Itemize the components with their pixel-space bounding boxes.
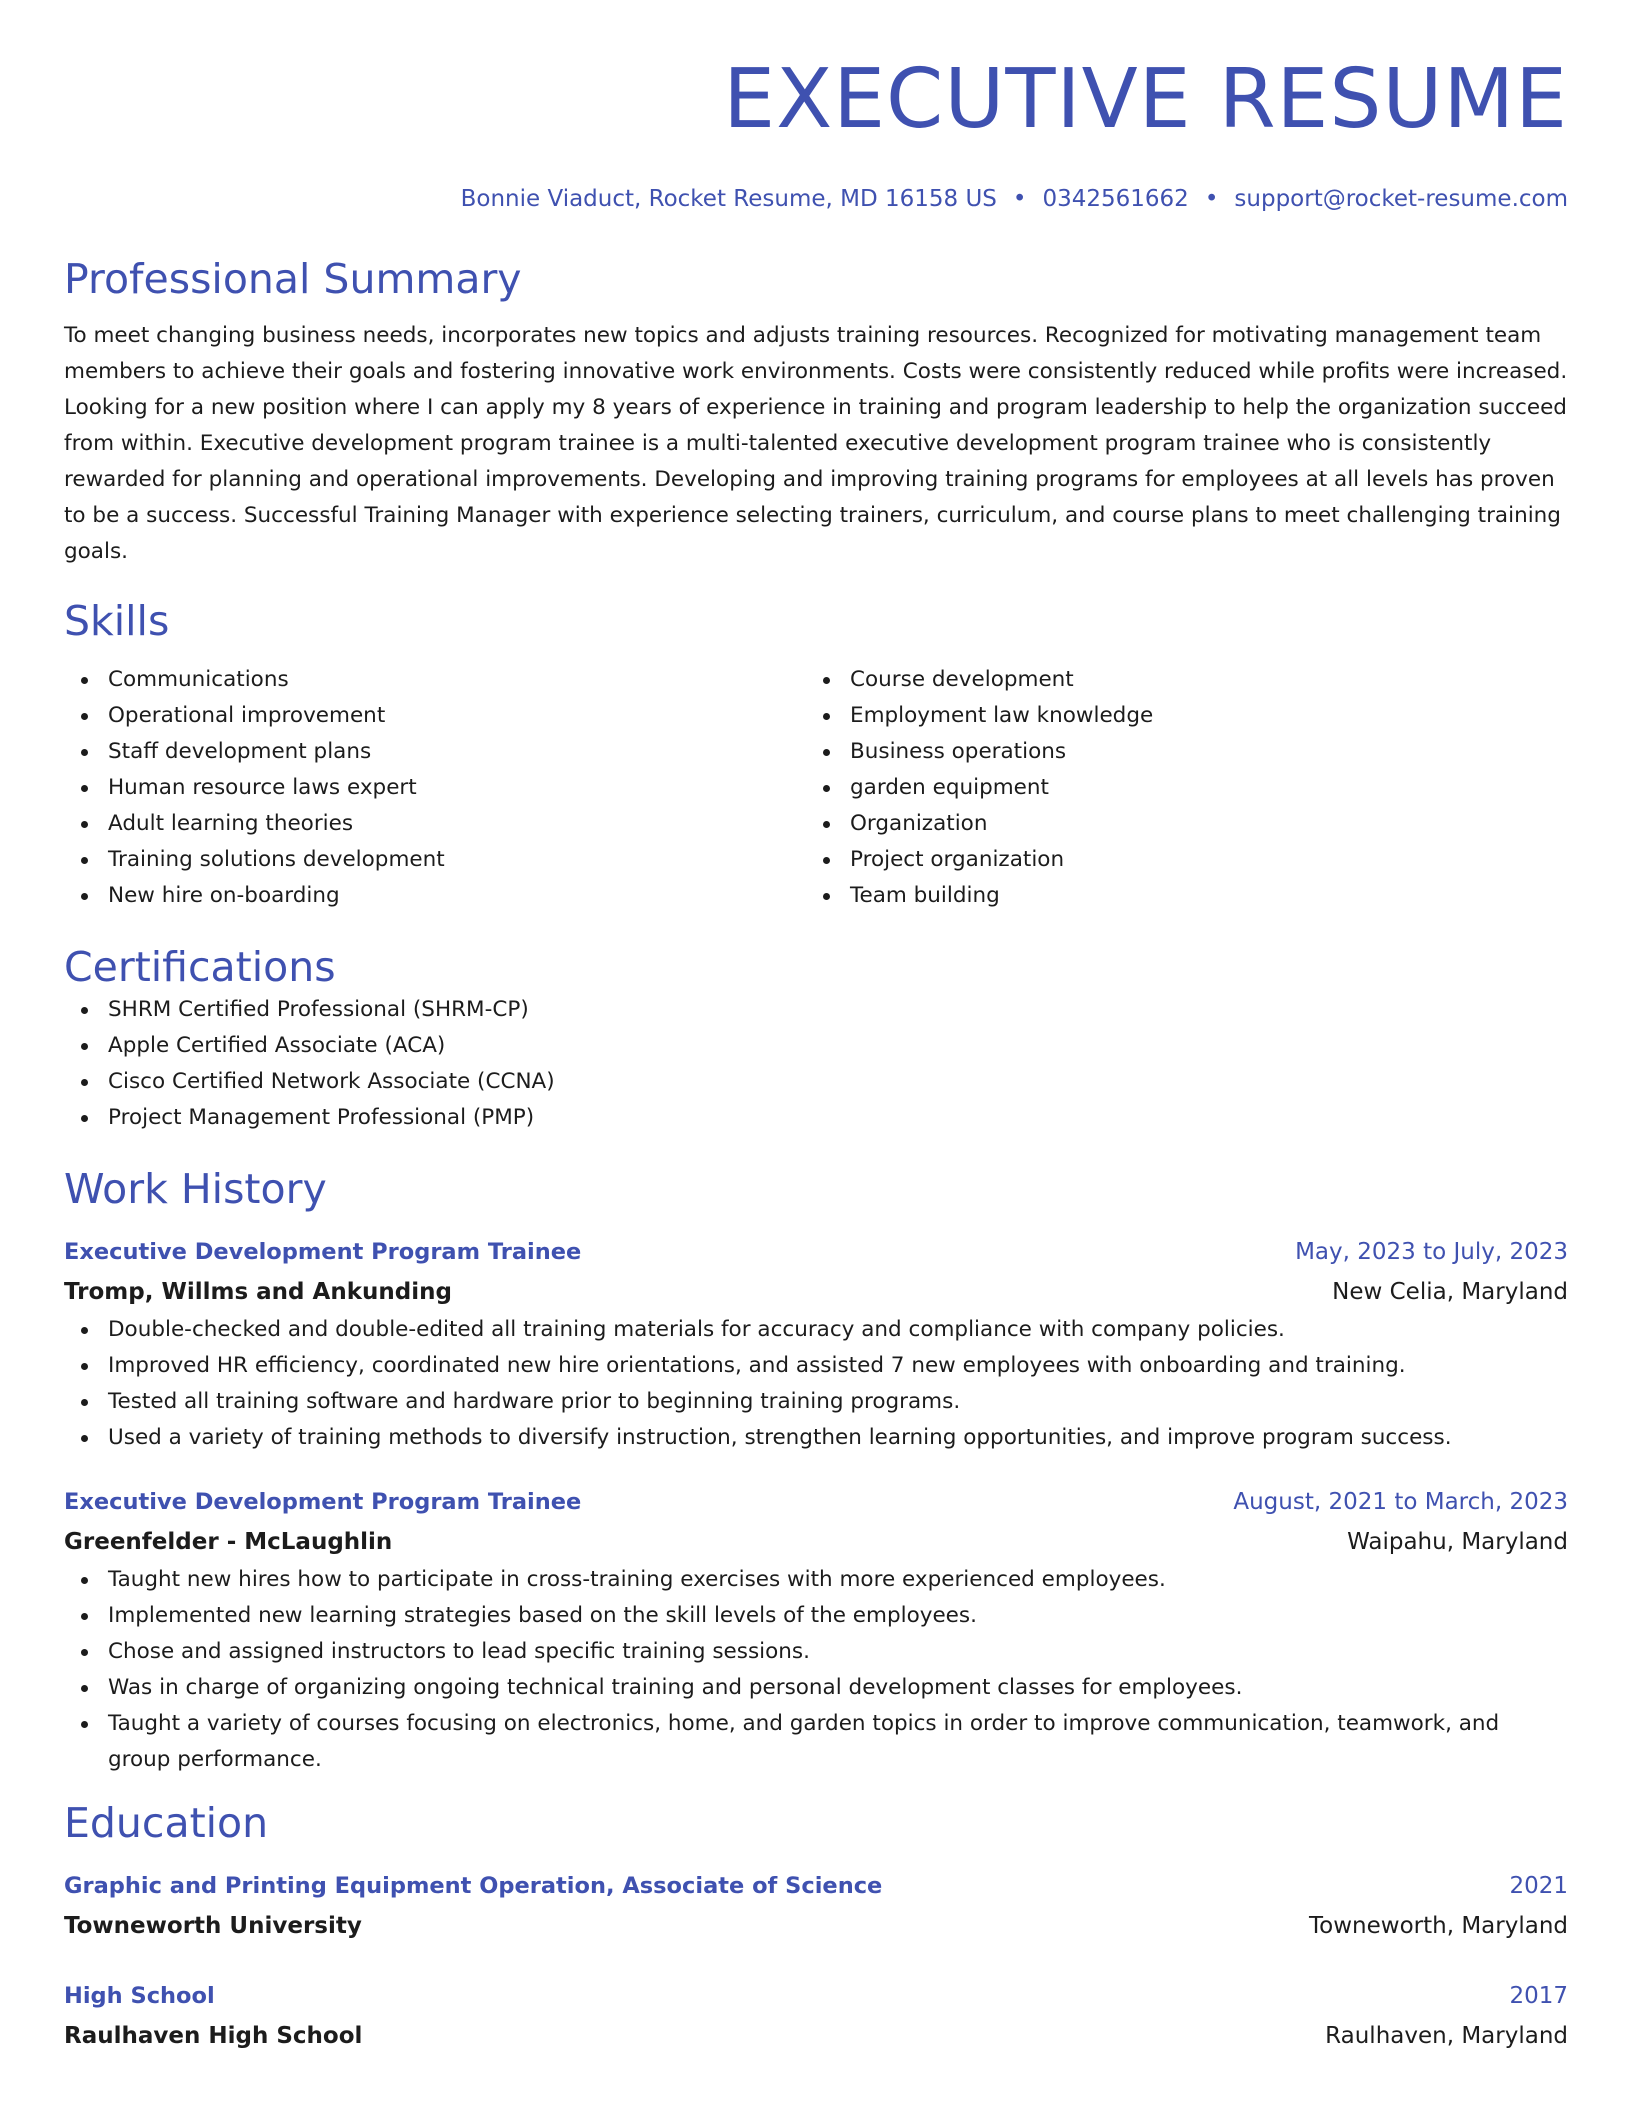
job-duty: Taught a variety of courses focusing on electronics, home, and garden topics in order to improve communication, teamwork, and group performance. bbox=[64, 1706, 1568, 1778]
resume-title: EXECUTIVE RESUME bbox=[723, 52, 1568, 147]
skill-item: Human resource laws expert bbox=[64, 770, 806, 806]
job-location: Waipahu, Maryland bbox=[1347, 1529, 1568, 1555]
job-duties-list bbox=[64, 1312, 1568, 1456]
contact-separator: • bbox=[1204, 186, 1219, 212]
summary-text: To meet changing business needs, incorporates new topics and adjusts training resources. Recognized for motivating management team members to achieve their goals and fostering innovative work environments. Costs were consistently reduced while profits were increased. Looking for a new position where I can apply my 8 years of experience in training and program leadership to help the organization succeed from within. Executive development program trainee is a multi-talented executive development program trainee who is consistently rewarded for planning and operational improvements. Developing and improving training programs for employees at all levels has proven to be a success. Successful Training Manager with experience selecting trainers, curriculum, and course plans to meet challenging training goals. bbox=[64, 323, 1568, 564]
skill-item: Training solutions development bbox=[64, 842, 806, 878]
certifications-section bbox=[64, 942, 1568, 1136]
skill-item: garden equipment bbox=[806, 770, 1548, 806]
work-history-heading: Work History bbox=[64, 1165, 327, 1213]
job-company: Tromp, Willms and Ankunding bbox=[64, 1279, 452, 1305]
education-school: Towneworth University bbox=[64, 1913, 362, 1939]
job-header-row bbox=[64, 1232, 1568, 1272]
job-entry bbox=[64, 1482, 1568, 1778]
skills-list-left bbox=[64, 662, 806, 914]
skills-grid bbox=[64, 662, 1568, 914]
skill-item: Course development bbox=[806, 662, 1548, 698]
contact-line bbox=[64, 184, 1568, 214]
summary-heading: Professional Summary bbox=[64, 255, 522, 303]
job-dates: August, 2021 to March, 2023 bbox=[1233, 1489, 1568, 1515]
skill-item: Business operations bbox=[806, 734, 1548, 770]
job-duty: Tested all training software and hardware prior to beginning training programs. bbox=[64, 1384, 1568, 1420]
skill-item: Operational improvement bbox=[64, 698, 806, 734]
job-duties-list bbox=[64, 1562, 1568, 1778]
skill-item: Communications bbox=[64, 662, 806, 698]
education-entry bbox=[64, 1976, 1568, 2056]
contact-separator: • bbox=[1012, 186, 1027, 212]
education-school-row bbox=[64, 2016, 1568, 2056]
summary-section bbox=[64, 254, 1568, 570]
job-company: Greenfelder - McLaughlin bbox=[64, 1529, 393, 1555]
skill-item: New hire on-boarding bbox=[64, 878, 806, 914]
education-year: 2021 bbox=[1509, 1873, 1568, 1899]
education-location: Towneworth, Maryland bbox=[1309, 1913, 1568, 1939]
work-history-section bbox=[64, 1164, 1568, 1778]
skills-section bbox=[64, 596, 1568, 914]
certification-item: Project Management Professional (PMP) bbox=[64, 1100, 1568, 1136]
skill-item: Project organization bbox=[806, 842, 1548, 878]
skills-heading: Skills bbox=[64, 597, 170, 645]
education-header-row bbox=[64, 1866, 1568, 1906]
job-title: Executive Development Program Trainee bbox=[64, 1239, 582, 1265]
education-entry bbox=[64, 1866, 1568, 1946]
skills-column-left bbox=[64, 662, 806, 914]
certifications-list bbox=[64, 992, 1568, 1136]
job-duty: Improved HR efficiency, coordinated new hire orientations, and assisted 7 new employees with onboarding and training. bbox=[64, 1348, 1568, 1384]
job-company-row bbox=[64, 1522, 1568, 1562]
job-duty: Chose and assigned instructors to lead specific training sessions. bbox=[64, 1634, 1568, 1670]
education-school-row bbox=[64, 1906, 1568, 1946]
education-location: Raulhaven, Maryland bbox=[1325, 2023, 1568, 2049]
job-duty: Implemented new learning strategies based on the skill levels of the employees. bbox=[64, 1598, 1568, 1634]
contact-address: Bonnie Viaduct, Rocket Resume, MD 16158 US bbox=[460, 186, 997, 212]
job-title: Executive Development Program Trainee bbox=[64, 1489, 582, 1515]
contact-email: support@rocket-resume.com bbox=[1234, 186, 1568, 212]
job-company-row bbox=[64, 1272, 1568, 1312]
resume-header bbox=[64, 52, 1568, 214]
job-header-row bbox=[64, 1482, 1568, 1522]
skills-list-right bbox=[806, 662, 1548, 914]
certification-item: SHRM Certified Professional (SHRM-CP) bbox=[64, 992, 1568, 1028]
job-location: New Celia, Maryland bbox=[1332, 1279, 1568, 1305]
job-entry bbox=[64, 1232, 1568, 1456]
education-year: 2017 bbox=[1509, 1983, 1568, 2009]
education-degree: Graphic and Printing Equipment Operation, Associate of Science bbox=[64, 1873, 883, 1899]
contact-phone: 0342561662 bbox=[1042, 186, 1189, 212]
skill-item: Team building bbox=[806, 878, 1548, 914]
education-school: Raulhaven High School bbox=[64, 2023, 363, 2049]
education-heading: Education bbox=[64, 1799, 269, 1847]
skill-item: Adult learning theories bbox=[64, 806, 806, 842]
skill-item: Employment law knowledge bbox=[806, 698, 1548, 734]
certification-item: Apple Certified Associate (ACA) bbox=[64, 1028, 1568, 1064]
job-duty: Was in charge of organizing ongoing technical training and personal development classes for employees. bbox=[64, 1670, 1568, 1706]
job-duty: Double-checked and double-edited all training materials for accuracy and compliance with company policies. bbox=[64, 1312, 1568, 1348]
education-section bbox=[64, 1798, 1568, 2056]
education-header-row bbox=[64, 1976, 1568, 2016]
skill-item: Staff development plans bbox=[64, 734, 806, 770]
skill-item: Organization bbox=[806, 806, 1548, 842]
job-duty: Used a variety of training methods to diversify instruction, strengthen learning opportunities, and improve program success. bbox=[64, 1420, 1568, 1456]
skills-column-right bbox=[806, 662, 1548, 914]
certification-item: Cisco Certified Network Associate (CCNA) bbox=[64, 1064, 1568, 1100]
education-degree: High School bbox=[64, 1983, 215, 2009]
certifications-heading: Certifications bbox=[64, 943, 336, 991]
job-duty: Taught new hires how to participate in cross-training exercises with more experienced employees. bbox=[64, 1562, 1568, 1598]
job-dates: May, 2023 to July, 2023 bbox=[1295, 1239, 1568, 1265]
